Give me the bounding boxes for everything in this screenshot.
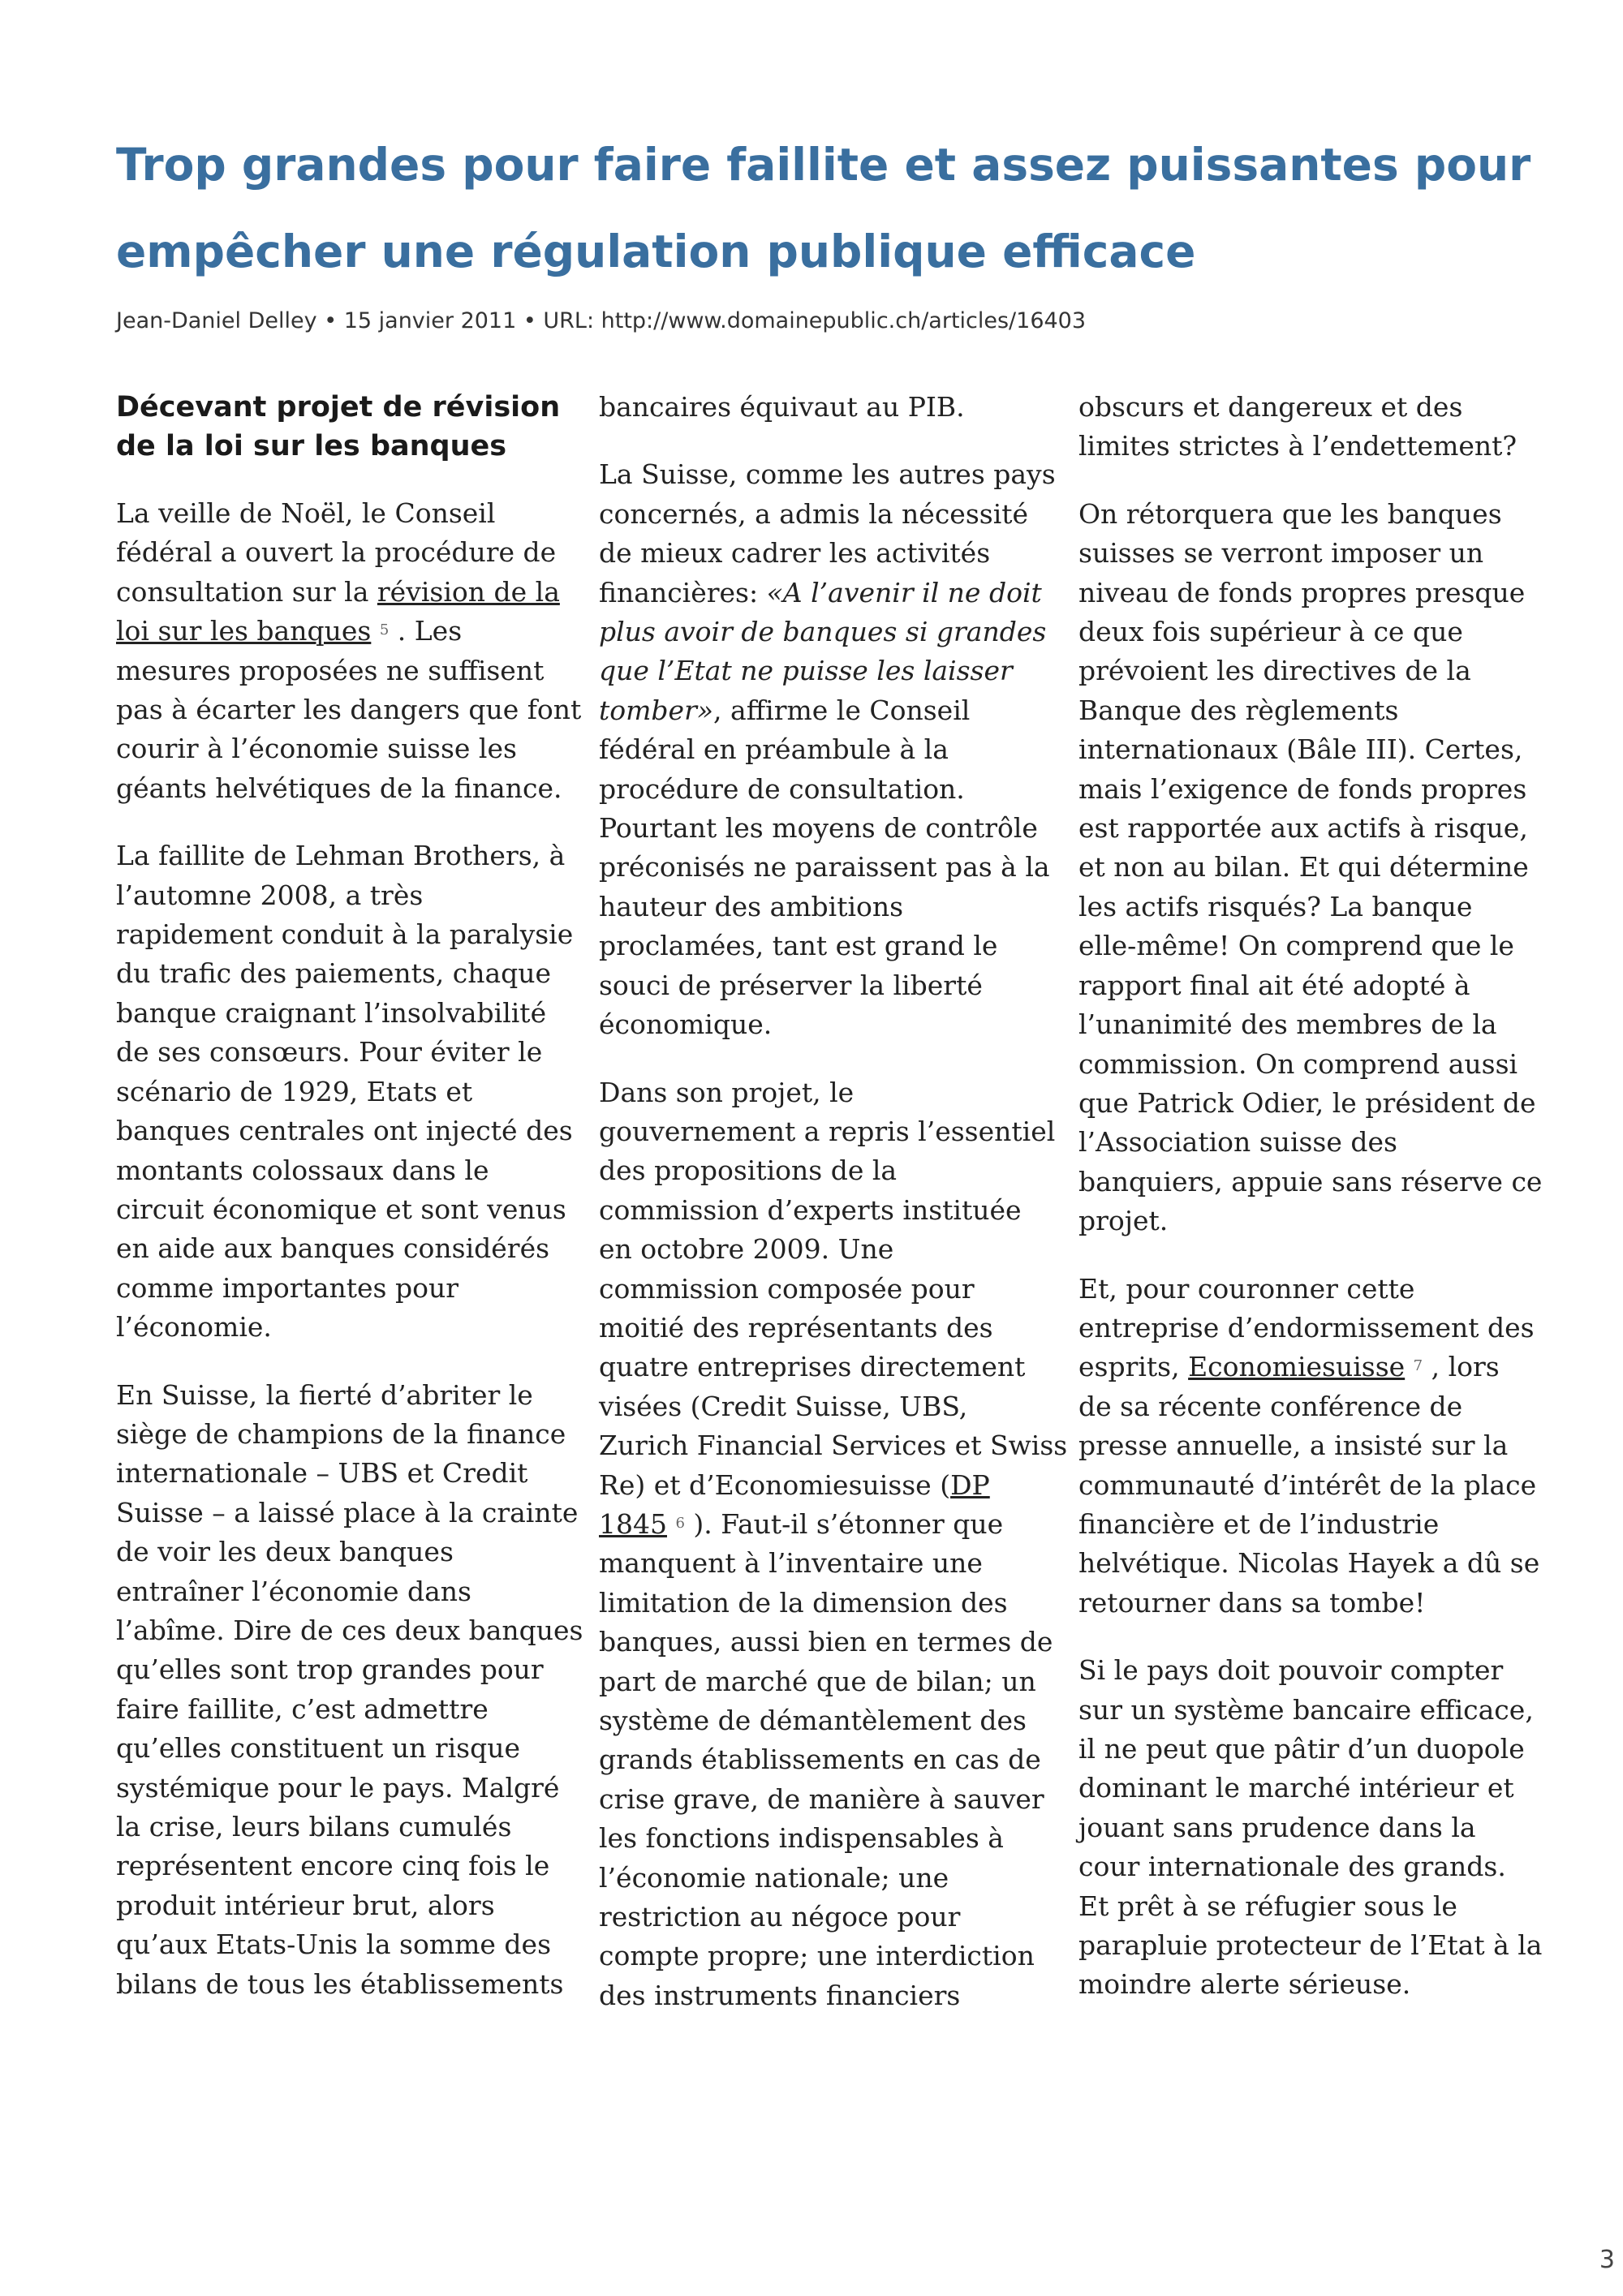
paragraph-pib-continued <box>599 388 1037 427</box>
text-line <box>116 573 560 612</box>
bank-law-revision-link-continued[interactable]: loi sur les banques <box>116 615 372 647</box>
text-line: banques centrales ont injecté des <box>116 1115 573 1147</box>
text-line: commission d’experts instituée <box>599 1193 1022 1226</box>
text-line: Zurich Financial Services et Swiss <box>599 1430 1068 1462</box>
text-line: La faillite de Lehman Brothers, à <box>116 840 566 872</box>
text-line: systémique pour le pays. Malgré <box>116 1771 560 1804</box>
economiesuisse-link[interactable]: Economiesuisse <box>1188 1351 1406 1383</box>
dp-1845-link[interactable]: DP <box>950 1468 990 1501</box>
text-line: concernés, a admis la nécessité <box>599 497 1029 530</box>
text-line: La Suisse, comme les autres pays <box>599 458 1056 491</box>
paragraph-projet <box>599 1073 1068 2016</box>
text-line: de mieux cadrer les activités <box>599 537 991 570</box>
text-fragment: , affirme le Conseil <box>713 694 971 726</box>
text-line: l’économie. <box>116 1311 272 1344</box>
text-line: comme importantes pour <box>116 1271 458 1304</box>
text-fragment: esprits, <box>1078 1351 1189 1383</box>
text-line: l’automne 2008, a très <box>116 879 424 911</box>
text-line: manquent à l’inventaire une <box>599 1547 983 1580</box>
text-line: presse annuelle, a insisté sur la <box>1078 1430 1509 1462</box>
text-line: Suisse – a laissé place à la crainte <box>116 1496 579 1529</box>
text-line: entreprise d’endormissement des <box>1078 1311 1535 1344</box>
quote-fragment: tomber» <box>599 694 714 726</box>
text-line: produit intérieur brut, alors <box>116 1889 495 1921</box>
text-line: gouvernement a repris l’essentiel <box>599 1115 1056 1147</box>
text-line: part de marché que de bilan; un <box>599 1665 1036 1697</box>
text-fragment: ). Faut-il s’étonner que <box>684 1507 1004 1540</box>
text-line: l’unanimité des membres de la <box>1078 1008 1497 1041</box>
text-line <box>599 651 1037 690</box>
text-line: siège de champions de la finance <box>116 1417 566 1450</box>
text-line: proclamées, tant est grand le <box>599 930 998 962</box>
text-line: Pourtant les moyens de contrôle <box>599 812 1038 845</box>
text-line: l’abîme. Dire de ces deux banques <box>116 1614 583 1646</box>
text-line: limites strictes à l’endettement? <box>1078 430 1518 462</box>
text-line: hauteur des ambitions <box>599 890 904 922</box>
text-line: des propositions de la <box>599 1154 898 1187</box>
text-line: bancaires équivaut au PIB. <box>599 391 965 423</box>
paragraph-instruments-continued <box>1078 388 1517 467</box>
text-line: l’économie nationale; une <box>599 1861 949 1894</box>
text-line: en octobre 2009. Une <box>599 1233 894 1266</box>
text-line <box>1078 1348 1517 1387</box>
text-line: qu’aux Etats-Unis la somme des <box>116 1928 552 1961</box>
text-line: et non au bilan. Et qui détermine <box>1078 851 1529 884</box>
text-line: qu’elles constituent un risque <box>116 1732 521 1765</box>
text-line: mais l’exigence de fonds propres <box>1078 772 1527 805</box>
text-line: cour internationale des grands. <box>1078 1851 1506 1883</box>
text-line: restriction au négoce pour <box>599 1901 961 1933</box>
text-line: compte propre; une interdiction <box>599 1940 1035 1972</box>
text-line: projet. <box>1078 1205 1169 1237</box>
article-title-line: Trop grandes pour faire faillite et assez puissantes pour <box>116 139 1531 191</box>
text-line: scénario de 1929, Etats et <box>116 1075 473 1107</box>
text-line: parapluie protecteur de l’Etat à la <box>1078 1929 1543 1962</box>
text-line <box>599 691 1037 730</box>
text-line: internationaux (Bâle III). Certes, <box>1078 733 1523 766</box>
subheading-line: de la loi sur les banques <box>116 430 507 462</box>
text-line: mesures proposées ne suffisent <box>116 654 545 686</box>
text-line: commission. On comprend aussi <box>1078 1047 1518 1080</box>
text-line <box>599 613 1047 651</box>
text-line: Si le pays doit pouvoir compter <box>1078 1654 1504 1687</box>
text-fragment: Re) et d’Economiesuisse ( <box>599 1468 951 1501</box>
text-line: les fonctions indispensables à <box>599 1822 1004 1855</box>
paragraph-conseil-federal <box>599 455 1056 1044</box>
text-line: suisses se verront imposer un <box>1078 537 1484 570</box>
paragraph-swiss-banks <box>116 1376 583 2005</box>
text-line: dominant le marché intérieur et <box>1078 1772 1514 1804</box>
footnote-marker: 7 <box>1413 1357 1423 1375</box>
text-line: quatre entreprises directement <box>599 1351 1026 1383</box>
paragraph-economiesuisse <box>1078 1270 1540 1623</box>
text-line: banques, aussi bien en termes de <box>599 1626 1053 1658</box>
text-line: courir à l’économie suisse les <box>116 733 517 765</box>
text-line: l’Association suisse des <box>1078 1126 1397 1159</box>
text-fragment: financières: <box>599 576 767 608</box>
text-line <box>599 1466 1037 1505</box>
text-line: souci de préserver la liberté <box>599 969 983 1001</box>
text-line: entraîner l’économie dans <box>116 1575 471 1607</box>
text-line: grands établissements en cas de <box>599 1743 1041 1776</box>
text-line: fédéral en préambule à la <box>599 733 949 766</box>
text-line: obscurs et dangereux et des <box>1078 391 1463 423</box>
text-line <box>599 574 1042 613</box>
text-line: du trafic des paiements, chaque <box>116 957 552 990</box>
article-title <box>116 122 1531 295</box>
text-line: faire faillite, c’est admettre <box>116 1692 489 1725</box>
text-line: On rétorquera que les banques <box>1078 497 1502 530</box>
text-line: de voir les deux banques <box>116 1536 454 1568</box>
bank-law-revision-link[interactable]: révision de la <box>377 575 560 608</box>
text-fragment: , lors <box>1423 1351 1500 1383</box>
text-line: la crise, leurs bilans cumulés <box>116 1811 512 1842</box>
text-line: en aide aux banques considérés <box>116 1232 550 1265</box>
text-line <box>116 612 554 651</box>
text-line: que Patrick Odier, le président de <box>1078 1086 1536 1119</box>
text-line: préconisés ne paraissent pas à la <box>599 851 1050 884</box>
text-line: Et, pour couronner cette <box>1078 1272 1415 1305</box>
dp-1845-link-continued[interactable]: 1845 <box>599 1507 667 1540</box>
article-title-line: empêcher une régulation publique efficace <box>116 226 1196 277</box>
text-line: pas à écarter les dangers que font <box>116 694 582 726</box>
text-line: banquiers, appuie sans réserve ce <box>1078 1165 1543 1197</box>
text-line: banque craignant l’insolvabilité <box>116 996 547 1029</box>
quote-fragment: «A l’avenir il ne doit <box>766 576 1042 608</box>
text-line <box>599 1505 1037 1544</box>
text-line: moitié des représentants des <box>599 1311 993 1344</box>
text-line: prévoient les directives de la <box>1078 655 1471 687</box>
text-line: visées (Credit Suisse, UBS, <box>599 1390 968 1422</box>
text-line: moindre alerte sérieuse. <box>1078 1968 1411 2001</box>
subheading-line: Décevant projet de révision <box>116 391 561 424</box>
text-line: jouant sans prudence dans la <box>1078 1811 1476 1843</box>
text-line: il ne peut que pâtir d’un duopole <box>1078 1733 1525 1765</box>
text-line: En Suisse, la fierté d’abriter le <box>116 1378 533 1411</box>
quote-fragment: que l’Etat ne puisse les laisser <box>599 655 1013 687</box>
text-line: deux fois supérieur à ce que <box>1078 616 1463 648</box>
article-byline: Jean-Daniel Delley • 15 janvier 2011 • URL: http://www.domainepublic.ch/articles/16403 <box>116 308 1087 333</box>
text-line: fédéral a ouvert la procédure de <box>116 536 557 569</box>
text-line: circuit économique et sont venus <box>116 1193 566 1225</box>
text-line: montants colossaux dans le <box>116 1154 489 1186</box>
text-line: des instruments financiers <box>599 1979 961 2011</box>
text-line: système de démantèlement des <box>599 1705 1027 1736</box>
text-line: retourner dans sa tombe! <box>1078 1586 1426 1619</box>
text-line: rapport final ait été adopté à <box>1078 969 1470 1001</box>
footnote-marker: 6 <box>675 1514 685 1532</box>
paragraph-lehman <box>116 836 574 1347</box>
text-line: Dans son projet, le <box>599 1076 855 1108</box>
text-column-3 <box>1078 388 1543 2033</box>
text-line: limitation de la dimension des <box>599 1586 1008 1619</box>
section-subheading <box>116 388 561 466</box>
text-column-2 <box>599 388 1068 2044</box>
footnote-marker: 5 <box>379 621 390 639</box>
text-line: est rapportée aux actifs à risque, <box>1078 812 1528 845</box>
text-line: de ses consœurs. Pour éviter le <box>116 1036 543 1068</box>
text-line: qu’elles sont trop grandes pour <box>116 1653 544 1686</box>
text-line: procédure de consultation. <box>599 772 965 805</box>
paragraph-conclusion <box>1078 1651 1543 2005</box>
text-line: communauté d’intérêt de la place <box>1078 1468 1537 1501</box>
text-line: internationale – UBS et Credit <box>116 1457 528 1490</box>
text-line: crise grave, de manière à sauver <box>599 1782 1044 1815</box>
text-line: sur un système bancaire efficace, <box>1078 1693 1534 1726</box>
text-line: de sa récente conférence de <box>1078 1390 1463 1422</box>
text-line: helvétique. Nicolas Hayek a dû se <box>1078 1547 1540 1580</box>
text-line: économique. <box>599 1008 773 1041</box>
text-fragment: . Les <box>389 615 463 647</box>
text-line: elle-même! On comprend que le <box>1078 930 1514 962</box>
quote-fragment: plus avoir de banques si grandes <box>599 616 1047 648</box>
text-line: financière et de l’industrie <box>1078 1507 1440 1540</box>
text-column-1 <box>116 388 583 2032</box>
text-line: Et prêt à se réfugier sous le <box>1078 1890 1457 1922</box>
text-line: niveau de fonds propres presque <box>1078 576 1526 608</box>
text-line: représentent encore cinq fois le <box>116 1850 550 1882</box>
text-line: rapidement conduit à la paralysie <box>116 918 574 951</box>
text-line: Banque des règlements <box>1078 694 1399 726</box>
text-line: bilans de tous les établissements <box>116 1967 564 2000</box>
paragraph-intro <box>116 494 582 808</box>
text-line: les actifs risqués? La banque <box>1078 890 1473 922</box>
text-fragment: consultation sur la <box>116 575 377 608</box>
paragraph-fonds-propres <box>1078 495 1543 1241</box>
text-line: La veille de Noël, le Conseil <box>116 497 496 529</box>
text-line: commission composée pour <box>599 1272 975 1305</box>
text-line: géants helvétiques de la finance. <box>116 772 562 804</box>
page-number: 3 <box>1599 2246 1615 2274</box>
